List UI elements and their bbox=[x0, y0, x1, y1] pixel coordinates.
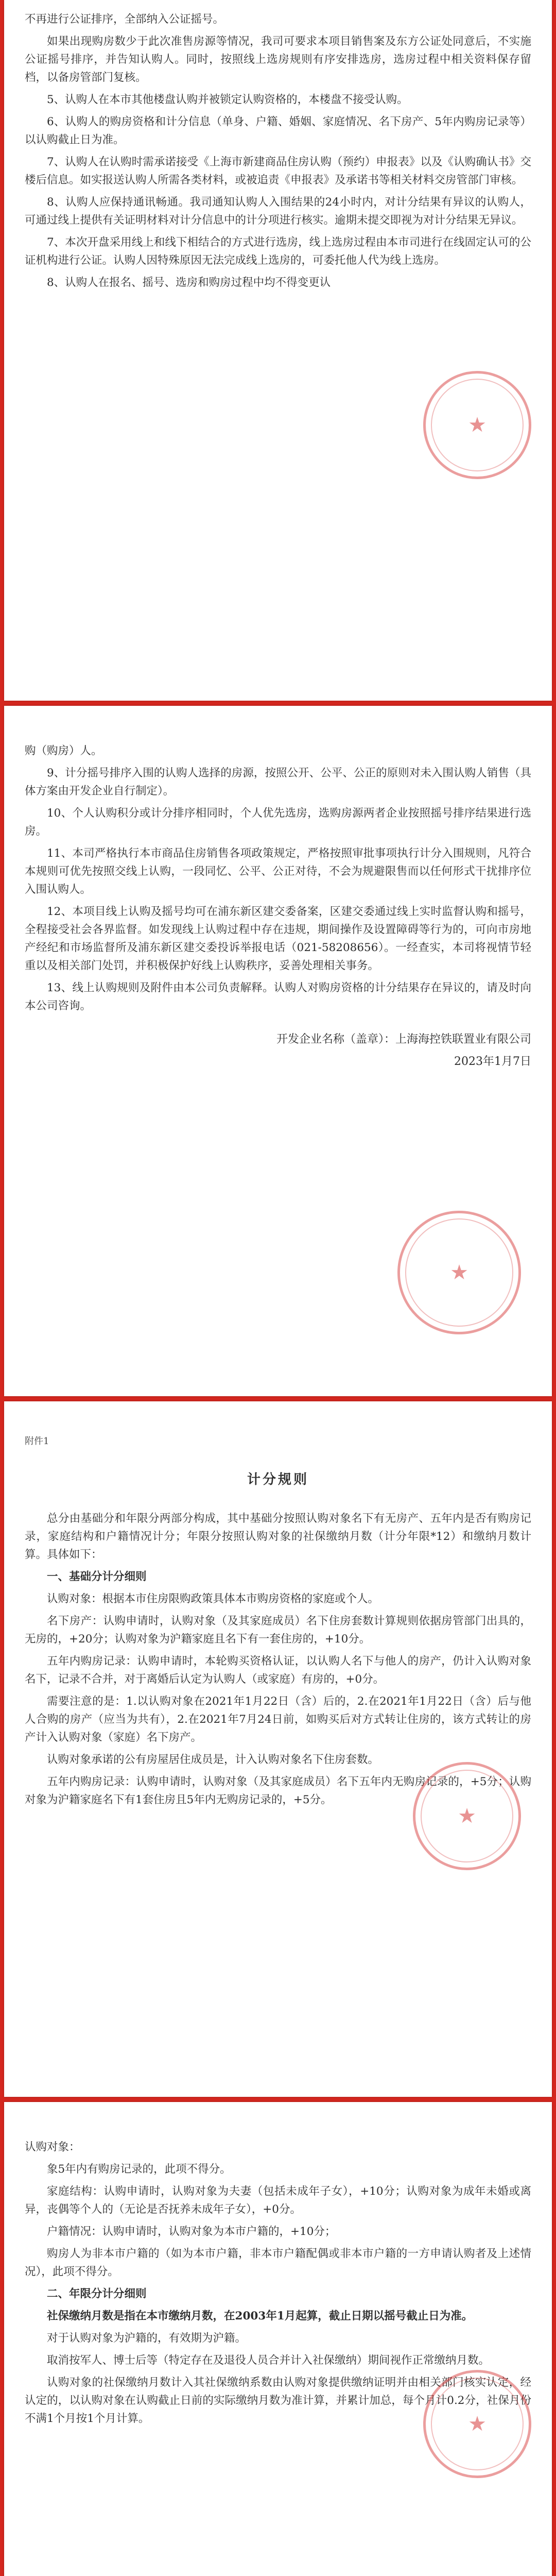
document-page-2 bbox=[4, 706, 552, 1396]
paragraph: 11、本司严格执行本市商品住房销售各项政策规定，严格按照审批事项执行计分入围规则，凡符合本规则可优先按照交线上认购，一段同忆、公平、公正对待，不会为规避限售而以任何形式干扰排序位入围认购人。 bbox=[25, 847, 531, 896]
paragraph: 需要注意的是：1.以认购对象在2021年1月22日（含）后的，2.在2021年1月22日（含）后与他人合购的房产（应当为共有），2.在2021年7月24日前，如购买后对方式转让住房的，该方式转让的房产计入认购对象（家庭）名下房产。 bbox=[25, 1695, 531, 1744]
paragraph: 12、本项目线上认购及摇号均可在浦东新区建交委备案，区建交委通过线上实时监督认购和摇号，全程接受社会各界监督。如发现线上认购过程中存在违规，期间操作及设置障碍等行为的，可向市房地产经纪和市场监督所及浦东新区建交委投诉举报电话（021-58208656）。一经查实，本司将视情节轻重以及相关部门处罚，并积极保护好线上认购秩序，妥善处理相关事务。 bbox=[25, 905, 531, 972]
paragraph: 名下房产：认购申请时，认购对象（及其家庭成员）名下住房套数计算规则依据房管部门出具的，无房的，+20分；认购对象为沪籍家庭且名下有一套住房的，+10分。 bbox=[25, 1615, 531, 1646]
paragraph: 8、认购人应保持通讯畅通。我司通知认购人入围结果的24小时内，对计分结果有异议的认购人，可通过线上提供有关证明材料对计分信息中的计分项进行核实。逾期未提交即视为对计分结果无异议。 bbox=[25, 196, 531, 227]
document-page-1 bbox=[4, 0, 552, 701]
paragraph: 认购对象： bbox=[25, 2141, 80, 2154]
paragraph: 社保缴纳月数是指在本市缴纳月数，在2003年1月起算，截止日期以摇号截止日为准。 bbox=[47, 2310, 473, 2323]
date-line: 2023年1月7日 bbox=[454, 1055, 531, 1068]
paragraph: 五年内购房记录：认购申请时，认购对象（及其家庭成员）名下五年内无购房记录的，+5分；认购对象为沪籍家庭名下有1套住房且5年内无购房记录的，+5分。 bbox=[25, 1775, 531, 1806]
paragraph: 总分由基础分和年限分两部分构成，其中基础分按照认购对象名下有无房产、五年内是否有购房记录，家庭结构和户籍情况计分；年限分按照认购对象的社保缴纳月数（计分年限*12）和缴纳月数计算。具体如下： bbox=[25, 1512, 531, 1561]
signature-line: 开发企业名称（盖章）：上海海控铁联置业有限公司 bbox=[276, 1033, 531, 1046]
document-page-3 bbox=[4, 1401, 552, 2097]
official-seal-icon: ★ bbox=[413, 1762, 521, 1870]
official-seal-icon: ★ bbox=[423, 2370, 531, 2478]
paragraph: 家庭结构：认购申请时，认购对象为夫妻（包括未成年子女），+10分；认购对象为成年未婚或离异，丧偶等个人的（无论是否抚养未成年子女），+0分。 bbox=[25, 2185, 531, 2216]
paragraph: 认购对象的社保缴纳月数计入其社保缴纳系数由认购对象提供缴纳证明并由相关部门核实认定，经认定的，以认购对象在认购截止日前的实际缴纳月数为准计算，并累计加总，每个月计0.2分，社保月份不满1个月按1个月计算。 bbox=[25, 2376, 531, 2425]
paragraph: 6、认购人的购房资格和计分信息（单身、户籍、婚姻、家庭情况、名下房产、5年内购房记录等）以认购截止日为准。 bbox=[25, 115, 531, 146]
paragraph: 不再进行公证排序，全部纳入公证摇号。 bbox=[25, 13, 224, 26]
official-seal-icon: ★ bbox=[423, 371, 531, 479]
paragraph: 购（购房）人。 bbox=[25, 744, 102, 757]
paragraph: 9、计分摇号排序入围的认购人选择的房源，按照公开、公平、公正的原则对未入围认购人销售（具体方案由开发企业自行制定）。 bbox=[25, 767, 531, 798]
paragraph: 8、认购人在报名、摇号、选房和购房过程中均不得变更认 bbox=[47, 276, 331, 289]
attachment-label: 附件1 bbox=[25, 1436, 49, 1447]
paragraph: 10、个人认购积分或计分排序相同时，个人优先选房，选购房源两者企业按照摇号排序结果进行选房。 bbox=[25, 807, 531, 838]
paragraph: 如果出现购房数少于此次准售房源等情况，我司可要求本项目销售案及东方公证处同意后，不实施公证摇号排序，并告知认购人。同时，按照线上选房规则有序安排选房，选房过程中相关资料保存留档，以备房管部门复核。 bbox=[25, 35, 531, 84]
paragraph: 取消按军人、博士后等（特定存在及退役人员合并计入社保缴纳）期间视作正常缴纳月数。 bbox=[47, 2354, 490, 2367]
paragraph: 7、认购人在认购时需承诺接受《上海市新建商品住房认购（预约）申报表》以及《认购确认书》交楼后信息。如实报送认购人所需各类材料，或被追责《申报表》及承诺书等相关材料交房管部门审核。 bbox=[25, 156, 531, 187]
paragraph: 5、认购人在本市其他楼盘认购并被锁定认购资格的，本楼盘不接受认购。 bbox=[47, 93, 408, 106]
paragraph: 认购对象承诺的公有房屋居住成员是，计入认购对象名下住房套数。 bbox=[47, 1753, 379, 1766]
paragraph: 象5年内有购房记录的，此项不得分。 bbox=[47, 2163, 231, 2176]
paragraph: 户籍情况：认购申请时，认购对象为本市户籍的，+10分； bbox=[47, 2225, 336, 2238]
paragraph: 认购对象：根据本市住房限购政策具体本市购房资格的家庭或个人。 bbox=[47, 1592, 379, 1605]
paragraph: 对于认购对象为沪籍的，有效期为沪籍。 bbox=[47, 2332, 247, 2345]
paragraph: 购房人为非本市户籍的（如为本市户籍，非本市户籍配偶或非本市户籍的一方申请认购者及上述情况），此项不得分。 bbox=[25, 2247, 531, 2278]
section-heading: 二、年限分计分细则 bbox=[47, 2287, 147, 2300]
paragraph: 7、本次开盘采用线上和线下相结合的方式进行选房，线上选房过程由本市司进行在线固定认可的公证机构进行公证。认购人因特殊原因无法完成线上选房的，可委托他人代为线上选房。 bbox=[25, 236, 531, 267]
paragraph: 五年内购房记录：认购申请时，本轮购买资格认证，以认购人名下与他人的房产，仍计入认购对象名下，记录不合并，对于离婚后认定为认购人（或家庭）有房的，+0分。 bbox=[25, 1655, 531, 1686]
paragraph: 13、线上认购规则及附件由本公司负责解释。认购人对购房资格的计分结果存在异议的，请及时向本公司咨询。 bbox=[25, 981, 531, 1012]
section-heading: 一、基础分计分细则 bbox=[47, 1570, 147, 1583]
company-seal-icon: ★ bbox=[397, 1211, 521, 1334]
page-title: 计分规则 bbox=[247, 1472, 309, 1487]
document-page-4 bbox=[4, 2102, 552, 2576]
